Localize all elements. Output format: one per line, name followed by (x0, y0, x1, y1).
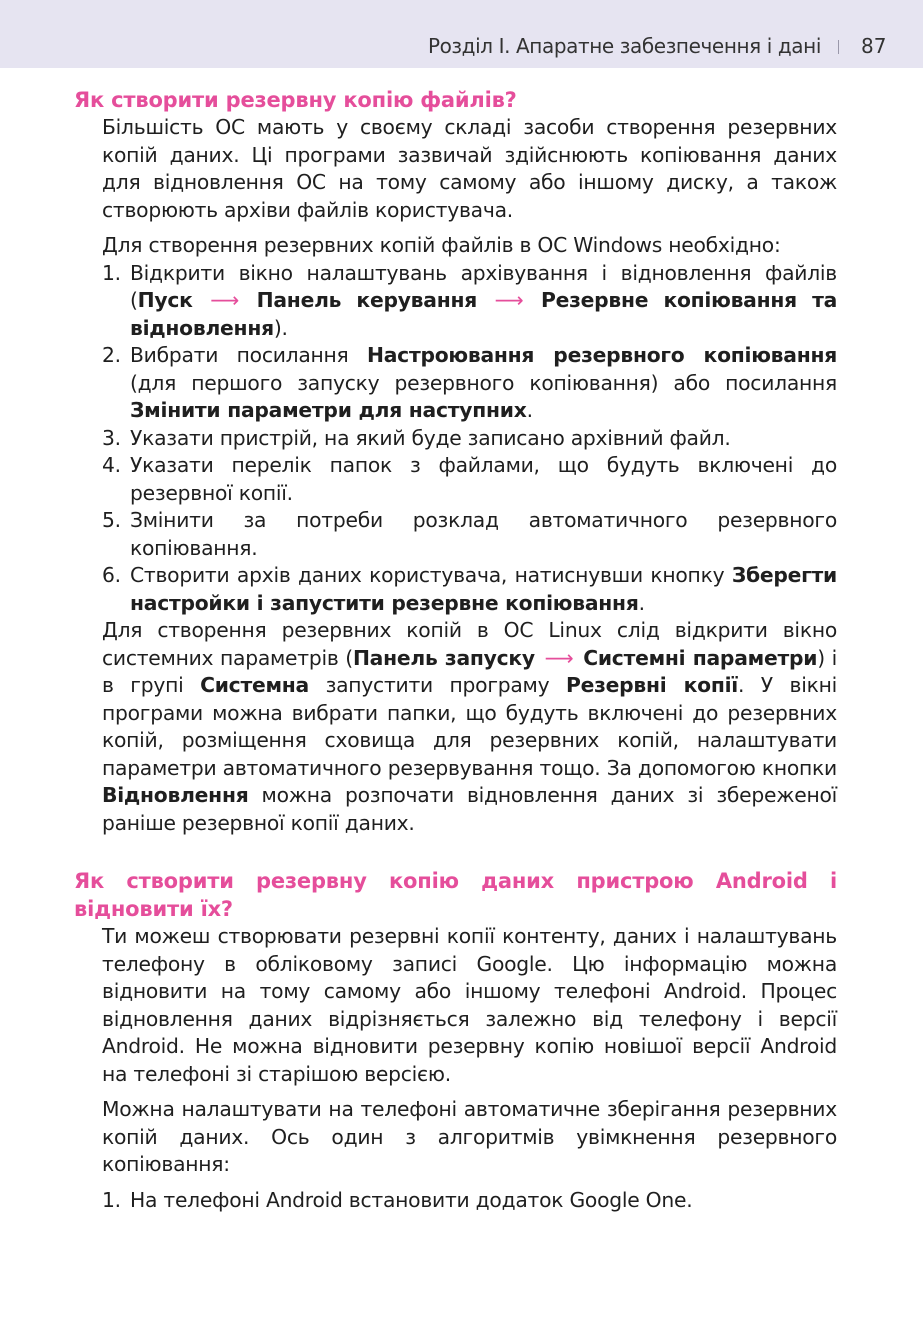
list-item (102, 507, 837, 562)
page-content (0, 84, 923, 1214)
arrow-icon: ⟶ (210, 288, 240, 312)
android-paragraph: Ти можеш створювати резервні копії контенту, даних і налаштувань телефону в обліковому записі Google. Цю інформацію можна відновити на тому самому або іншому телефоні Android. Процес відновлення даних відрізняється залежно від телефону і версії Android. Не можна відновити резервну копію новішої версії Android на телефоні зі старішою версією. (102, 924, 837, 1086)
list-number: 1. (102, 260, 121, 285)
list-number: 3. (102, 425, 121, 450)
list-item (102, 1187, 837, 1215)
list-item (102, 562, 837, 617)
android-steps-list (0, 1187, 923, 1215)
list-number: 5. (102, 508, 121, 532)
list-item (102, 425, 837, 453)
list-item (102, 452, 837, 507)
list-item (102, 342, 837, 425)
list-number: 4. (102, 453, 121, 477)
list-number: 2. (102, 343, 121, 367)
list-item (102, 260, 837, 343)
list-text: Указати пристрій, на який буде записано архівний файл. (130, 425, 731, 450)
section-heading-android-backup: Як створити резервну копію даних пристрою Android і відновити їх? (74, 869, 837, 921)
running-title: Розділ I. Апаратне забезпечення і дані (427, 34, 821, 58)
list-text: Указати перелік папок з файлами, що будуть включені до резервної копії. (130, 453, 837, 505)
arrow-icon: ⟶ (544, 645, 574, 670)
header-divider (838, 40, 839, 54)
list-text: На телефоні Android встановити додаток Google One. (130, 1187, 693, 1212)
page-number: 87 (861, 34, 887, 58)
android-auto-backup-paragraph: Можна налаштувати на телефоні автоматичне зберігання резервних копій даних. Ось один з алгоритмів увімкнення резервного копіювання: (102, 1097, 837, 1176)
linux-paragraph: Для створення резервних копій в ОС Linux слід відкрити вікно системних параметрів (Панель запуску ⟶ Системні параметри) і в групі Системна запустити програму Резервні копії. У вікні програми можна вибрати папки, що будуть включені до резервних копій, розміщення сховища для резервних копій, налаштувати параметри автоматичного резервування тощо. За допомогою кнопки Відновлення можна розпочати відновлення даних зі збереженої раніше резервної копії даних. (102, 618, 837, 835)
list-number: 1. (102, 1187, 121, 1212)
page-header (0, 0, 923, 68)
list-number: 6. (102, 563, 121, 587)
intro-paragraph: Більшість ОС мають у своєму складі засоби створення резервних копій даних. Ці програми зазвичай здійснюють копіювання даних для відновлення ОС на тому самому або іншому диску, а також створюють архіви файлів користувача. (102, 115, 837, 222)
section-heading-file-backup: Як створити резервну копію файлів? (74, 88, 517, 112)
windows-steps-list (0, 260, 923, 618)
list-text: Створити архів даних користувача, натиснувши кнопку Зберегти настройки і запустити резервне копіювання. (130, 563, 837, 615)
arrow-icon: ⟶ (494, 288, 524, 312)
windows-intro: Для створення резервних копій файлів в ОС Windows необхідно: (102, 233, 781, 257)
list-text: Відкрити вікно налаштувань архівування і відновлення файлів (Пуск ⟶ Панель керування ⟶ Резервне копіювання та відновлення). (130, 260, 838, 340)
list-text: Змінити за потреби розклад автоматичного резервного копіювання. (130, 508, 837, 560)
list-text: Вибрати посилання Настроювання резервного копіювання (для першого запуску резервного копіювання) або посилання Змінити параметри для наступних. (130, 343, 837, 422)
